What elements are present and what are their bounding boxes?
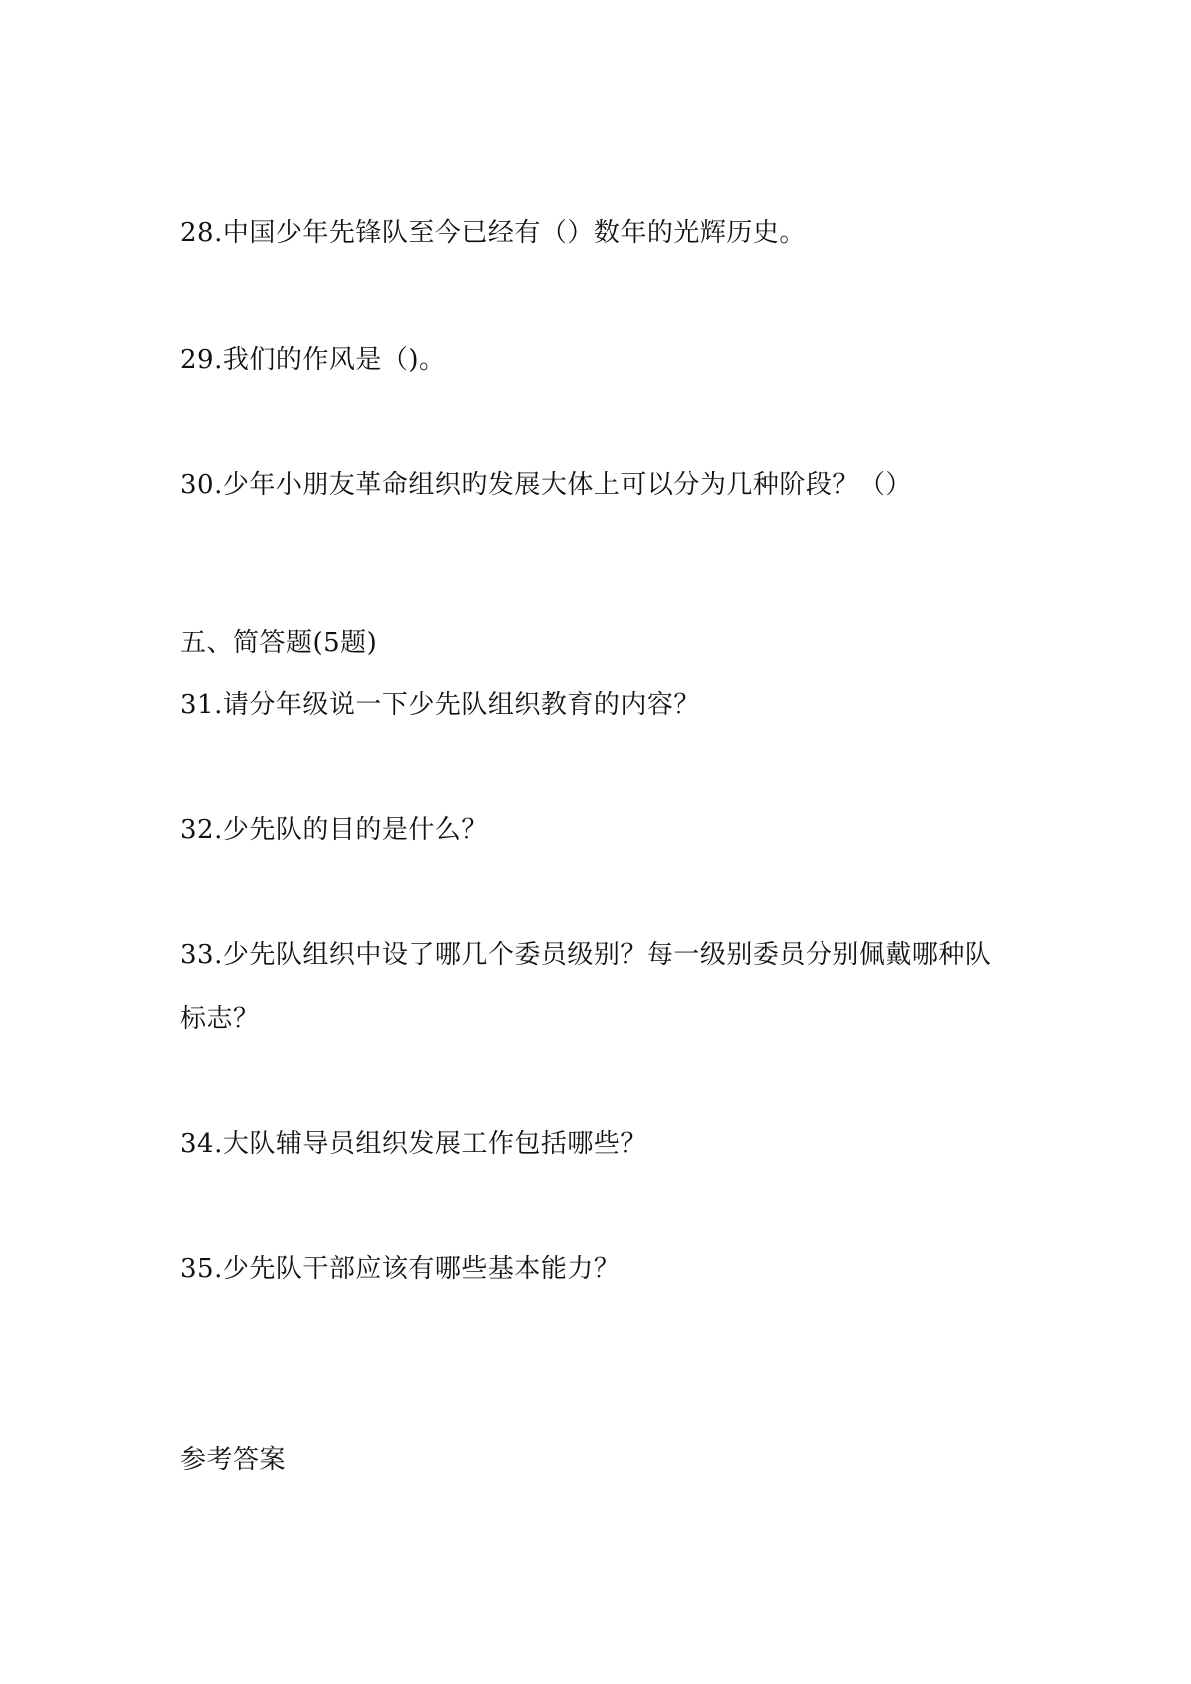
question-35: 35.少先队干部应该有哪些基本能力？	[180, 1254, 621, 1284]
question-29: 29.我们的作风是（)。	[180, 345, 446, 375]
question-32: 32.少先队的目的是什么？	[180, 815, 488, 845]
section-title-short-answer: 五、简答题(5题)	[180, 628, 378, 658]
question-31: 31.请分年级说一下少先队组织教育的内容？	[180, 690, 700, 720]
question-28: 28.中国少年先锋队至今已经有（）数年的光辉历史。	[180, 218, 806, 248]
question-33-line-2: 标志？	[180, 1004, 260, 1034]
question-34: 34.大队辅导员组织发展工作包括哪些？	[180, 1129, 647, 1159]
question-33-line-1: 33.少先队组织中设了哪几个委员级别？每一级别委员分别佩戴哪种队	[180, 940, 992, 970]
question-30: 30.少年小朋友革命组织旳发展大体上可以分为几种阶段？（）	[180, 470, 912, 500]
answers-heading: 参考答案	[180, 1445, 287, 1475]
